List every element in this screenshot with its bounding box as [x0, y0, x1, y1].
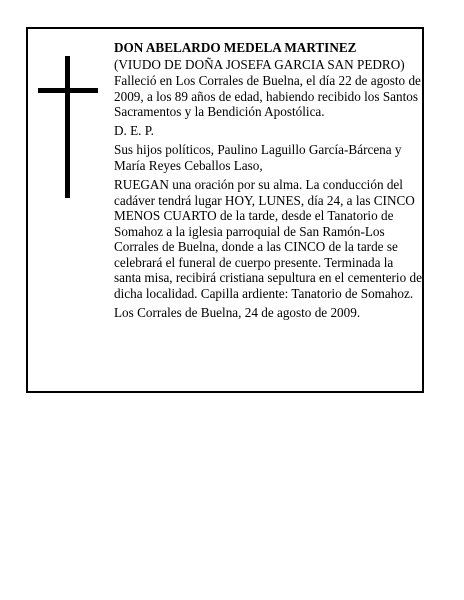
cross-horizontal-bar [38, 88, 98, 93]
request-paragraph: RUEGAN una oración por su alma. La conducción del cadáver tendrá lugar HOY, LUNES, día 24, a las CINCO MENOS CUARTO de la tarde, desde el Tanatorio de Somahoz a la iglesia parroquial de San Ramón-Los Corrales de Buelna, donde a las CINCO de la tarde se celebrará el funeral de cuerpo presente. Terminada la santa misa, recibirá cristiana sepultura en el cementerio de dicha localidad. Capilla ardiente: Tanatorio de Somahoz. [114, 176, 422, 302]
obituary-text [114, 40, 422, 324]
cross-icon [38, 56, 98, 198]
death-paragraph: Falleció en Los Corrales de Buelna, el día 22 de agosto de 2009, a los 89 años de edad, habiendo recibido los Santos Sacramentos y la Bendición Apostólica. [114, 73, 421, 120]
family-paragraph: Sus hijos políticos, Paulino Laguillo García-Bárcena y María Reyes Ceballos Laso, [114, 142, 402, 173]
cross-vertical-bar [65, 56, 70, 198]
place-date-line: Los Corrales de Buelna, 24 de agosto de 2009. [114, 305, 361, 321]
dep-line: D. E. P. [114, 123, 154, 139]
deceased-name: DON ABELARDO MEDELA MARTINEZ [114, 40, 357, 55]
obituary-notice [26, 27, 424, 393]
widow-of-line: (VIUDO DE DOÑA JOSEFA GARCIA SAN PEDRO) [114, 56, 405, 72]
